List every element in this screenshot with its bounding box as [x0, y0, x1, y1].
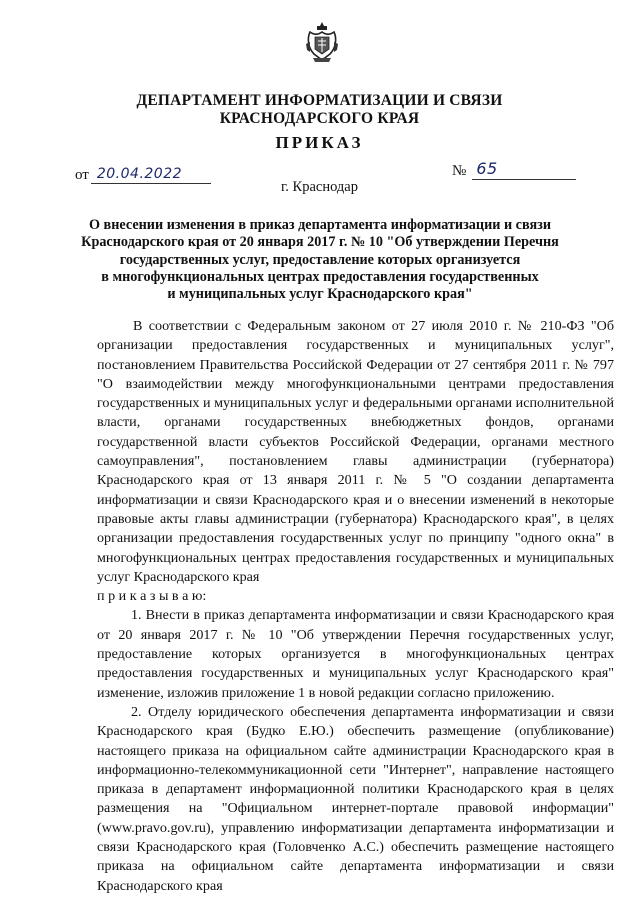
subject-line: государственных услуг, предоставление которых организуется	[119, 251, 521, 268]
number-field	[452, 161, 576, 180]
number-value: 65	[476, 159, 498, 178]
subject-line: в многофункциональных центрах предоставления государственных	[101, 268, 539, 285]
date-value: 20.04.2022	[96, 166, 183, 182]
document-body	[97, 317, 614, 896]
item-1-paragraph: 1. Внести в приказ департамента информатизации и связи Краснодарского края от 20 января 2017 г. № 10 "Об утверждении Перечня государственных услуг, предоставление которых организуется в многофункциональных центрах предоставления государственных и муниципальных услуг Краснодарского края" изменение, изложив приложение 1 в новой редакции согласно приложению.	[97, 607, 614, 701]
subject-line: Краснодарского края от 20 января 2017 г. № 10 "Об утверждении Перечня	[81, 234, 559, 251]
krasnodar-coat-of-arms-icon	[305, 20, 339, 64]
city-label: г. Краснодар	[280, 179, 358, 195]
preamble-paragraph: В соответствии с Федеральным законом от 27 июля 2010 г. № 210-ФЗ "Об организации предоставления государственных и муниципальных услуг", постановлением Правительства Российской Федерации от 27 сентября 2011 г. № 797 "О взаимодействии между многофункциональными центрами предоставления государственных и муниципальных услуг и федеральными органами исполнительной власти, органами государственных внебюджетных фондов, органами государственной власти субъектов Российской Федерации, органами местного самоуправления", постановлением главы администрации (губернатора) Краснодарского края от 13 января 2011 г. № 5 "О создании департамента информатизации и связи Краснодарского края и о внесении изменений в некоторые правовые акты главы администрации (губернатора) Краснодарского края", в целях организации предоставления государственных услуг по принципу "одного окна" в многофункциональных центрах предоставления государственных и муниципальных услуг Краснодарского края	[97, 318, 614, 585]
subject-line: и муниципальных услуг Краснодарского края"	[167, 286, 473, 303]
subject-line: О внесении изменения в приказ департамента информатизации и связи	[88, 217, 552, 233]
order-subject	[60, 217, 580, 303]
department-name-line1: ДЕПАРТАМЕНТ ИНФОРМАТИЗАЦИИ И СВЯЗИ	[136, 92, 503, 109]
number-prefix: №	[452, 163, 467, 179]
department-name-line2: КРАСНОДАРСКОГО КРАЯ	[219, 110, 420, 127]
order-word: п р и к а з ы в а ю:	[97, 588, 207, 605]
date-prefix: от	[75, 167, 89, 183]
item-2-paragraph: 2. Отделу юридического обеспечения департамента информатизации и связи Краснодарского края (Будко Е.Ю.) обеспечить размещение (опубликование) настоящего приказа на официальном сайте администрации Краснодарского края в информационно-телекоммуникационной сети "Интернет", направление настоящего приказа в департамент информационной политики Краснодарского края в целях размещения на "Официальном интернет-портале правовой информации" (www.pravo.gov.ru), управлению информатизации департамента информатизации и связи Краснодарского края (Головченко А.С.) обеспечить размещение настоящего приказа на официальном сайте департамента информатизации и связи Краснодарского края	[97, 703, 614, 894]
number-underline	[472, 161, 576, 180]
document-type-title: ПРИКАЗ	[275, 133, 364, 152]
